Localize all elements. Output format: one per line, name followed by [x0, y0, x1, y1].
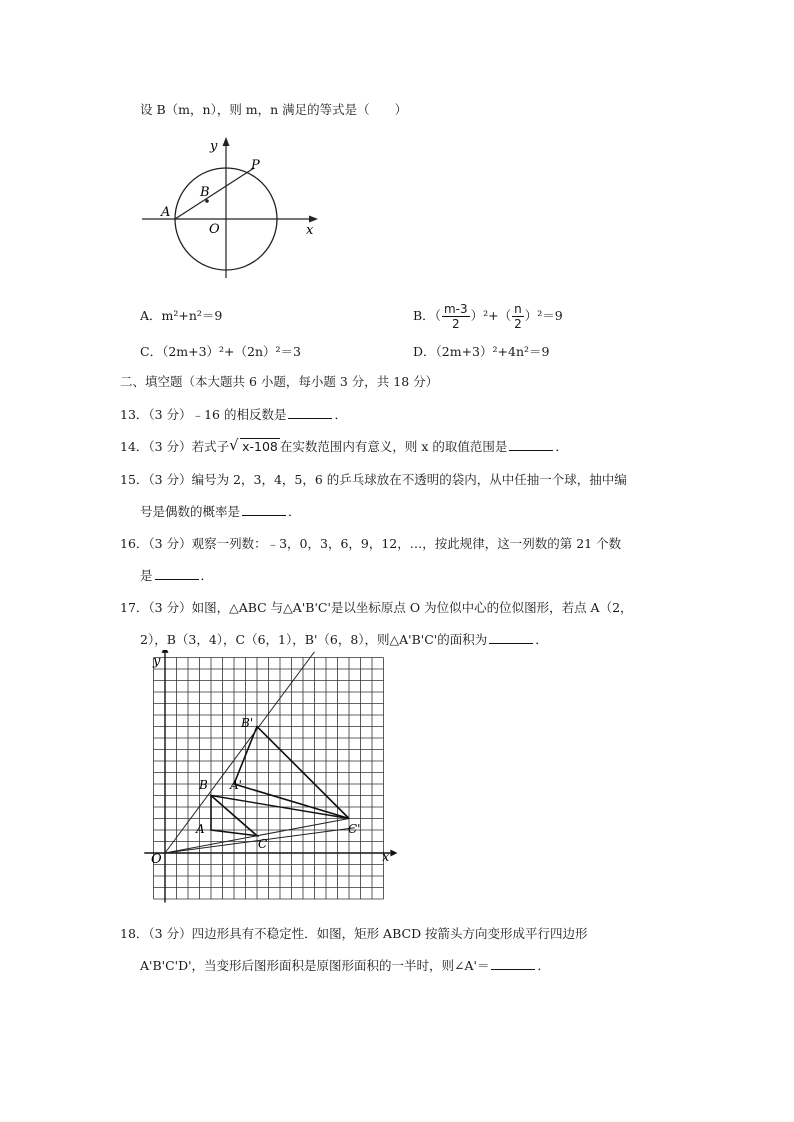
label-C: C: [258, 837, 268, 851]
q16-end: ．: [200, 568, 214, 583]
label-O: O: [209, 222, 220, 237]
q12-circle-figure: [140, 130, 340, 280]
fraction-m-denominator: 2: [451, 317, 460, 331]
q17-line2-text: 2），B（3，4），C（6，1），B'（6，8），则△A'B'C'的面积为: [140, 632, 488, 647]
fraction-n-numerator: n: [514, 302, 522, 316]
answer-blank: [509, 438, 553, 451]
q14-suffix: 在实数范围内有意义，则 x 的取值范围是: [279, 439, 508, 454]
answer-blank: [491, 957, 535, 970]
q17-line1: 17．（3 分）如图，△ABC 与△A'B'C'是以坐标原点 O 为位似中心的位似图形，若点 A（2，: [120, 600, 633, 615]
q13-end: ．: [334, 407, 347, 422]
label-B-prime: B': [241, 716, 254, 730]
label-y: y: [210, 139, 218, 154]
q12-stem: 设 B（m，n），则 m，n 满足的等式是（ ）: [140, 102, 408, 117]
q15-end: ．: [288, 504, 301, 519]
label-A: A: [196, 822, 205, 836]
choice-b: [413, 302, 563, 331]
q16-line2: [140, 567, 213, 585]
section-title: 二、填空题（本大题共 6 小题，每小题 3 分，共 18 分）: [120, 374, 439, 389]
q14-prefix: 14．（3 分）若式子: [120, 439, 230, 454]
ray-0: [165, 652, 315, 853]
q13-text: 13．（3 分）﹣16 的相反数是: [120, 407, 287, 422]
label-A: A: [161, 205, 171, 220]
label-O: O: [151, 852, 162, 867]
label-A-prime: A': [230, 778, 242, 792]
x-axis-arrow: [390, 850, 397, 857]
q17-grid-figure: [140, 650, 400, 905]
q16-line2-text: 是: [140, 568, 153, 583]
q14-end: ．: [555, 439, 568, 454]
fraction-n-denominator: 2: [514, 317, 522, 331]
answer-blank: [489, 631, 533, 644]
q18-line2: [140, 957, 550, 975]
q15-line2: [140, 503, 301, 521]
answer-blank: [155, 567, 199, 580]
fraction-n: [512, 302, 524, 331]
fraction-m: [442, 302, 470, 331]
y-axis-arrow: [223, 137, 230, 146]
label-x: x: [382, 850, 390, 865]
label-P: P: [251, 158, 260, 173]
q15-line2-text: 号是偶数的概率是: [140, 504, 241, 519]
question-13: [120, 406, 347, 424]
segment-AP: [175, 168, 254, 219]
sqrt-icon: √: [229, 436, 239, 454]
q16-line1: 16．（3 分）观察一列数：﹣3，0，3，6，9，12，…，按此规律，这一列数的第 21 个数: [120, 536, 622, 551]
q18-line2-text: A'B'C'D'，当变形后图形面积是原图形面积的一半时，则∠A'＝: [140, 958, 490, 973]
grid-lines: [154, 658, 384, 900]
q17-end: ．: [535, 632, 548, 647]
label-B: B: [200, 185, 210, 200]
fraction-m-numerator: m-3: [443, 302, 468, 316]
choice-c: C．（2m+3）²+（2n）²＝3: [140, 344, 301, 359]
q18-line1: 18．（3 分）四边形具有不稳定性．如图，矩形 ABCD 按箭头方向变形成平行四边形: [120, 926, 588, 941]
choice-a: A．m²+n²＝9: [140, 308, 223, 323]
question-14: [120, 438, 568, 456]
label-C-prime: C': [348, 822, 361, 836]
y-axis-arrow: [162, 650, 169, 653]
sqrt-expression: [229, 438, 280, 456]
q18-end: ．: [537, 958, 550, 973]
answer-blank: [288, 406, 332, 419]
choice-b-mid: ）²+（: [470, 308, 512, 323]
x-axis-arrow: [309, 216, 318, 223]
label-y: y: [153, 654, 161, 669]
radicand: x-108: [242, 439, 278, 454]
label-B: B: [199, 778, 208, 792]
q15-line1: 15．（3 分）编号为 2，3，4，5，6 的乒乓球放在不透明的袋内，从中任抽一个球，抽中编: [120, 472, 627, 487]
choice-b-suffix: ）²＝9: [524, 308, 563, 323]
q17-line2: [140, 631, 548, 649]
label-x: x: [306, 223, 314, 238]
choice-b-prefix: B．（: [413, 308, 441, 323]
answer-blank: [242, 503, 286, 516]
choice-d: D．（2m+3）²+4n²＝9: [413, 344, 550, 359]
